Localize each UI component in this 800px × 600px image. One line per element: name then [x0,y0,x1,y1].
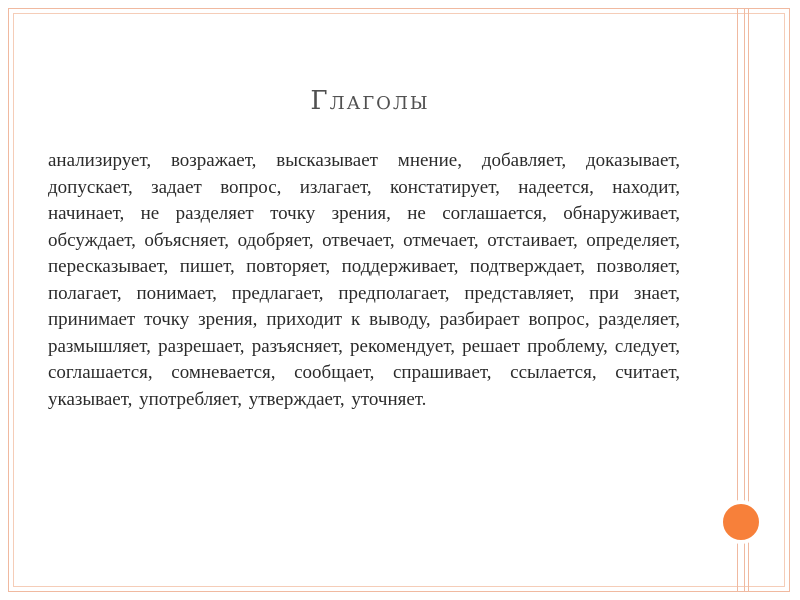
slide-body-text: анализирует, возражает, высказывает мнение, добавляет, доказывает, допускает, задает вопрос, излагает, констатирует, надеется, находит, начинает, не разделяет точку зрения, не соглашается, обнаруживает, обсуждает, объясняет, одобряет, отвечает, отмечает, отстаивает, определяет, пересказывает, пишет, повторяет, поддерживает, подтверждает, позволяет, полагает, понимает, предлагает, предполагает, представляет, при знает, принимает точку зрения, приходит к выводу, разбирает вопрос, разделяет, размышляет, разрешает, разъясняет, рекомендует, решает проблему, следует, соглашается, сомневается, сообщает, спрашивает, ссылается, считает, указывает, употребляет, утверждает, уточняет. [48,150,680,410]
slide-title: Глаголы [310,86,430,116]
accent-circle [719,500,763,544]
